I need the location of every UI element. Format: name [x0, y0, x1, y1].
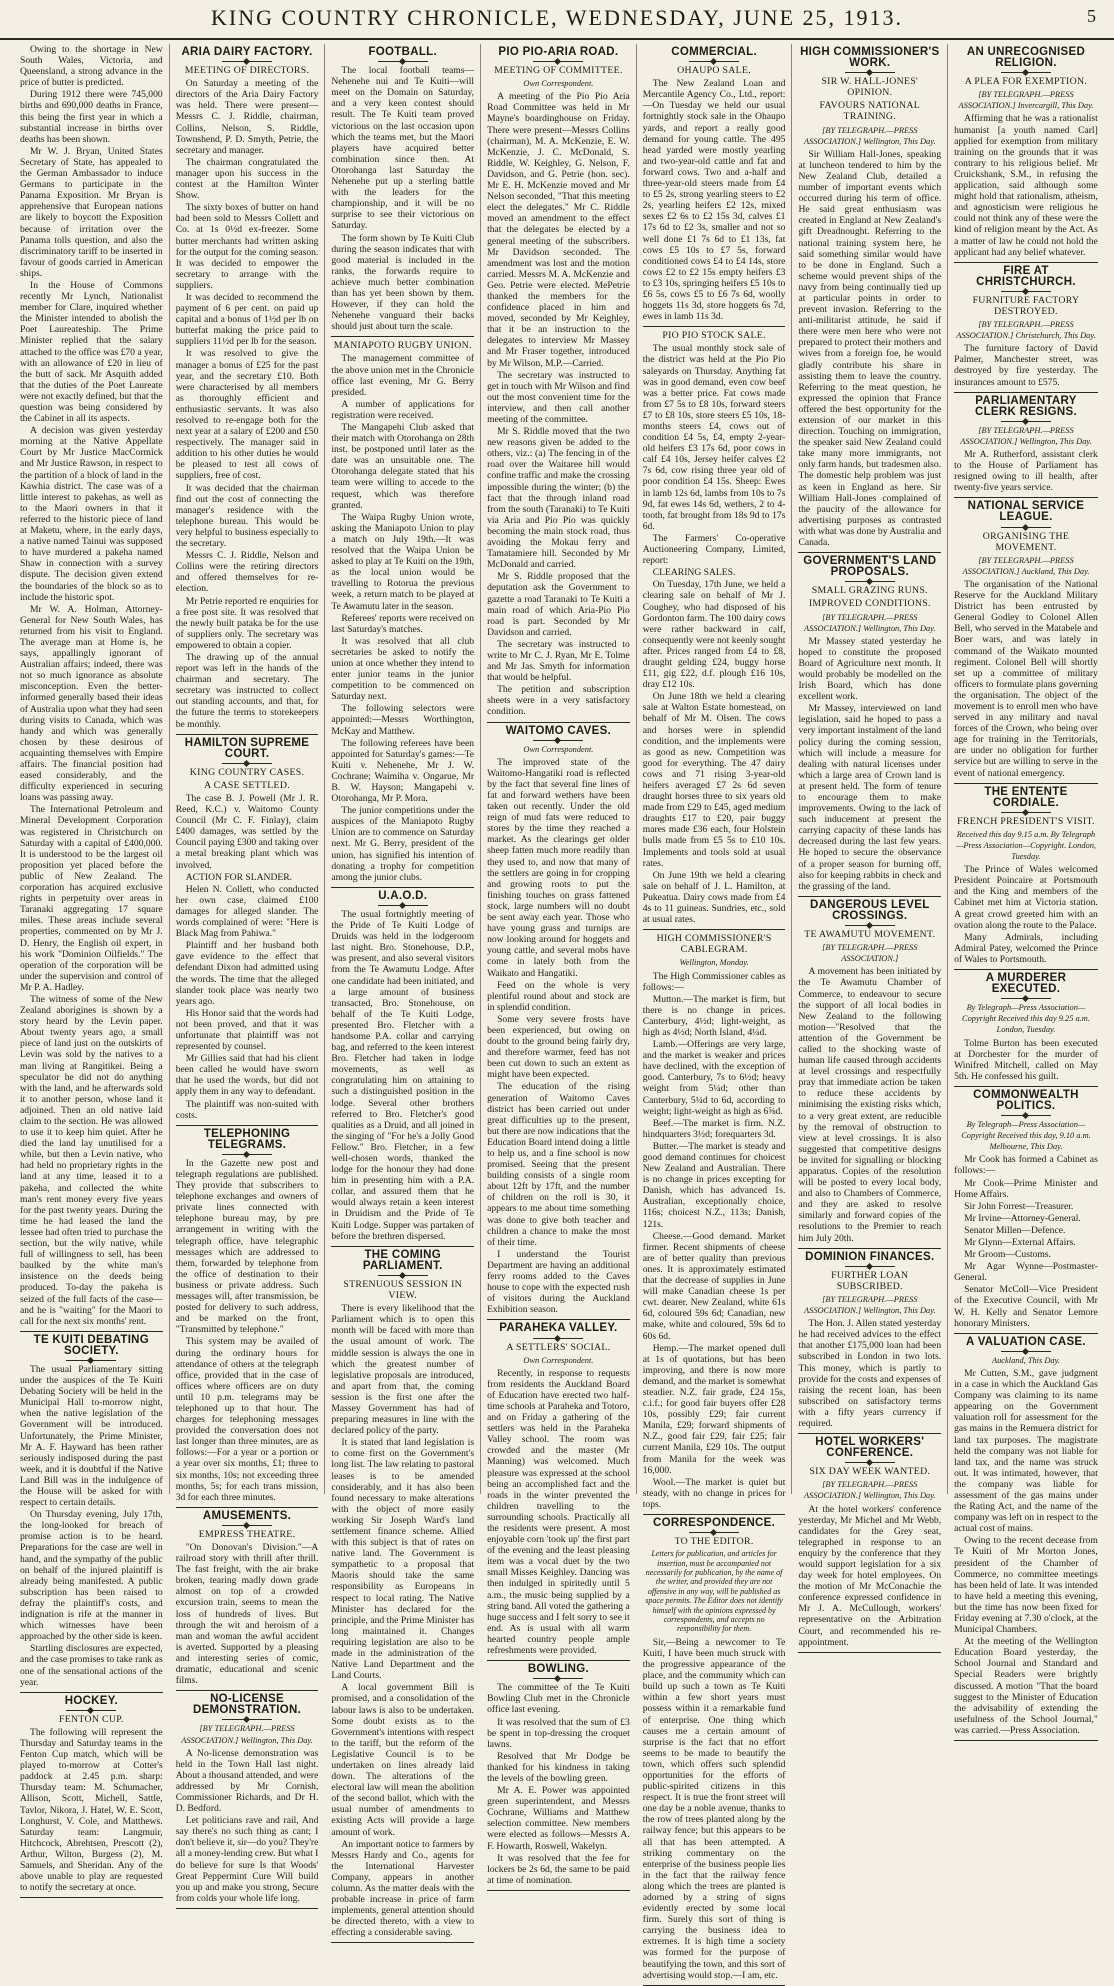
article-paragraph: Mr Agar Wynne—Postmaster-General.: [954, 1261, 1098, 1284]
article: [954, 396, 1098, 494]
article-dateline: [BY TELEGRAPH.—PRESS ASSOCIATION.] Christchurch, This Day.: [956, 320, 1096, 341]
article-paragraph: This system may be availed of during the ordinary hours for attendance of others at the telegraph office, provided that in the case of offices where officers are on duty until 10 p.m. telegrams may be telephoned up to that hour. The charges for telephoning messages provided the conversation does not last longer than three minutes, are as follows:—For a year or a portion or a year over six months, £1; three to six months, 10s; not exceeding three months, 5s; for each trans mission, 3d for each three minutes.: [175, 1336, 319, 1503]
article-heading: A MURDERER EXECUTED.: [985, 972, 1067, 996]
column-3: [325, 44, 481, 1939]
article-subheading: FENTON CUP.: [59, 1713, 124, 1725]
column-5: [637, 44, 793, 1981]
article-paragraph: On June 19th we held a clearing sale on behalf of J. L. Hamilton, at Pukeatua. Dairy cows made from £4 4s to 11 guineas. Sundries, etc., sold at usual rates.: [642, 869, 786, 926]
article-paragraph: Owing to the shortage in New South Wales, Victoria, and Queensland, a strong advance in the price of butter is predicted.: [20, 44, 163, 89]
article-paragraph: Startling disclosures are expected, and the case promises to take rank as one of the sensational actions of the year.: [20, 1643, 163, 1688]
article-heading: PARLIAMENTARY CLERK RESIGNS.: [974, 394, 1077, 418]
article-dateline: Received this day 9.15 a.m. By Telegraph—Press Association—Copyright. London, Tuesday.: [955, 829, 1096, 862]
article-heading: DOMINION FINANCES.: [805, 1250, 935, 1263]
article-paragraph: Mr Cook—Prime Minister and Home Affairs.: [954, 1177, 1098, 1200]
article-paragraph: It was resolved to give the manager a bonus of £25 for the past year, and the secretary £10. Both were characterised by all members as thoroughly efficient and enthusiastic servants. It was also resolved to re-engage both for the next year at a salary of £200 and £50 respectively. The manager said in addition to his other duties he would be pleased to test all cows of suppliers, free of cost.: [175, 348, 319, 482]
article-subheading: ORGANISING THE MOVEMENT.: [982, 530, 1070, 553]
article-separator: [954, 262, 1098, 263]
article-paragraph: The chairman congratulated the manager upon his success in the contest at the Hamilton Winter Show.: [175, 156, 319, 202]
article-subheading: STRENUOUS SESSION IN VIEW.: [343, 1278, 463, 1302]
article-subheading: TE AWAMUTU MOVEMENT.: [804, 929, 936, 941]
article-heading: ARIA DAIRY FACTORY.: [181, 46, 313, 58]
heading-rule: [1001, 527, 1051, 528]
article: [954, 973, 1098, 1082]
article-dateline: Wellington, Monday.: [679, 958, 749, 968]
article-separator: [954, 1086, 1098, 1087]
article-subheading: HIGH COMMISSIONER'S CABLEGRAM.: [656, 933, 772, 956]
article-paragraph: A local government Bill is promised, and a consolidation of the labour laws is also to be undertaken. Some doubt exists as to the Government's intentions with respect to the tariff, but the reform of the Legislative Council is to be undertaken on lines already laid down. The alterations of the electoral law will mean the abolition of the second ballot, which with the usual number of amendments to existing Acts will provide a large amount of work.: [331, 1682, 475, 1838]
article-paragraph: The secretary was instructed to get in touch with Mr Wilson and find out the most convenient time for the interview, and then call another meeting of the committee.: [487, 369, 630, 425]
article-paragraph: Mutton.—The market is firm, but there is no change in prices. Canterbury, 4½d; light-weight, as high as 4½d; North Island, 4¼d.: [642, 993, 786, 1038]
article-paragraph: The junior competitions under the auspices of the Maniapoto Rugby Union are to commence on Saturday next. Mr G. Berry, president of the union, has signified his intention of donating a trophy for competition among the junior clubs.: [331, 805, 475, 883]
article-paragraph: The usual monthly stock sale of the district was held at the Pio Pio saleyards on Thursday. Anything fat was in good demand, even cow beef was a better price. Fat cows made from £7 5s to £8 10s, forward steers £7 to £8 10s, store steers £5 10s, 18-months steers £4, cows out of condition £4 5s, £4, empty 2-year-old heifers £3 17s 6d, poor cows in calf £4 10s, Jersey heifer calves £2 7s 6d, cow rising three year old of poor condition £4 15s. Sheep: Ewes in lamb 12s 6d, lambs from 10s to 7s 9d, fat ewes 14s 6d, wethers, 2 to 4-tooth, fat brought from 18s 9d to 17s 6d.: [642, 343, 786, 532]
article-paragraph: Affirming that he was a rationalist humanist [a youth named Carl] applied for exemption from military training on the grounds that it was contrary to his religious belief. Mr Cruickshank, S.M., in refusing the application, said although some might hold that rationalism, atheism, and agnosticism were religious he could not think any of these were the kind of religion meant by the Act. As a matter of law he could not hold the applicant had any belief whatever.: [954, 113, 1098, 258]
article-paragraph: It is stated that land legislation is to come first on the Government's long list. The law relating to pastoral leases is to be amended considerably, and it has also been found necessary to make alterations with the object of more easily working Sir Joseph Ward's land settlement finance scheme. Allied with this subject is that of rates on native land. The Government is sympathetic to a proposal that Maoris should take the same responsibility as Europeans in respect to local rating. The Native Minister has declared for the principle, and the Prime Minister has long maintained it. Changes requiring legislation are also to be made in the administration of the Native Land Department and the Land Courts.: [331, 1437, 475, 1682]
article-heading: PIO PIO-ARIA ROAD.: [498, 46, 619, 58]
article-heading: TELEPHONING TELEGRAMS.: [203, 1127, 291, 1151]
article-paragraph: Beef.—The market is firm. N.Z. hindquarters 3½d; forequarters 3d.: [642, 1117, 786, 1140]
article-dateline: [BY TELEGRAPH.—PRESS ASSOCIATION.] Wellington, This Day.: [181, 1724, 313, 1745]
editor-note: Letters for publication, and articles for insertion, must be accompanied not necessarily for publication, by the name of the writer, and provided they are not offensive in any way, will be published as space permits. The Editor does not identify himself with the opinions expressed by correspondents, and accepts no responsibility for them.: [645, 1549, 783, 1634]
article-heading: A VALUATION CASE.: [966, 1335, 1086, 1348]
heading-rule: [845, 72, 895, 73]
heading-rule: [222, 61, 272, 62]
article-separator: [643, 929, 786, 930]
article-heading: U.A.O.D.: [378, 889, 428, 902]
article-paragraph: A decision was given yesterday morning at the Native Appellate Court by Mr Justice MacCormick and Mr Justice Rawson, in respect to the partition of a block of land in the Kawhia district. The case was of a little interest to pakehas, as well as to the Maori owners in that it referred to the historic piece of land at Maketu, where, in the early days, a native named Tainui was supposed to have murdered a pakeha named Shaw in connection with a survey dispute. The decision given extend the boundaries of the block so as to include the historic spot.: [20, 425, 163, 603]
article-paragraph: Plaintiff and her husband both gave evidence to the effect that defendant Dixon had admitted using the words. The time that the alleged slander took place was nearly two years ago.: [175, 940, 319, 1007]
article-dateline: [BY TELEGRAPH.—PRESS ASSOCIATION.] Invercargill, This Day.: [958, 90, 1094, 111]
article-paragraph: At the meeting of the Wellington Education Board yesterday, the School Journal and Standard and Special Readers were brightly discussed. A motion "That the board suggest to the Minister of Education the advisability of extending the usefulness of the School Journal," was carried.—Press Association.: [954, 1636, 1098, 1736]
heading-rule: [1001, 998, 1051, 999]
article-paragraph: The sixty boxes of butter on hand had been sold to Messrs Collett and Co. at 1s 0½d ex-freezer. Some butter merchants had written asking for the output for the coming season. It was decided to empower the secretary to arrange with the suppliers.: [175, 202, 319, 291]
article-paragraph: The following referees have been appointed for Saturday's games:—Te Kuiti v. Nehenehe, Mr J. W. Cochrane; Waimiha v. Ongarue, Mr B. W. Hayson; Mangapehi v. Otorohanga, Mr P. Mora.: [331, 737, 475, 805]
article-heading: GOVERNMENT'S LAND PROPOSALS.: [803, 555, 937, 579]
article-paragraph: Lamb.—Offerings are very large, and the market is weaker and prices have declined, with the exception of good. Canterbury, 7s to 6½d; heavy weight from 5¼d; other than Canterbury, 5¼d to 6d, according to weight; light-weight as high as 6⅝d.: [642, 1039, 786, 1117]
article-paragraph: CLEARING SALES.: [652, 567, 736, 579]
heading-rule: [533, 1338, 583, 1339]
article: [954, 787, 1098, 965]
heading-rule: [1001, 291, 1051, 292]
article-paragraph: The secretary was instructed to write to Mr C. J. Ryan, Mr E. Tolme and Mr Jas. Smyth for information that would be helpful.: [487, 638, 630, 684]
article-separator: [643, 1514, 786, 1515]
article-paragraph: Owing to the recent decease from Te Kuiti of Mr Morton Jones, president of the Chamber of Commerce, no committee meetings has been held of late. It was intended to have held a meeting this evening, but the time has now been fixed for Friday evening at 7.30 o'clock, at the Municipal Chambers.: [954, 1535, 1098, 1636]
article-subheading: MEETING OF DIRECTORS.: [184, 65, 310, 77]
article: [798, 556, 941, 892]
article-paragraph: It was resolved that the sum of £3 be spent in top-dressing the croquet lawns.: [487, 1716, 630, 1750]
article-subheading: IMPROVED CONDITIONS.: [808, 598, 931, 610]
article-paragraph: Messrs C. J. Riddle, Nelson and Collins were the retiring directors and offered themselves for re-election.: [175, 550, 319, 595]
article: [643, 933, 786, 1510]
article-paragraph: Sir,—Being a newcomer to Te Kuiti, I have been much struck with the progressive appearance of the place, and the community which can build up such a town as Te Kuiti within a few short years must possess within it a remarkable fund of enterprise. One thing which causes me a certain amount of surprise is the fact that no effort seems to be made to beautify the town, which offers such splendid opportunities for the efforts of public-spirited citizens in this respect. It is true the front street will one day be a noble avenue, thanks to the row of trees planted along by the railway fence; but this appears to be all that has been attempted. A striking commentary on the enterprise of the business people lies in the fact that the railway fence along which the trees are planted is adorned by a string of signs evidently erected by some local firm. Surely this sort of thing is carrying the business idea to extremes. It is high time a society was formed for the purpose of beautifying the town, and this sort of advertising would stop.—I am, etc.: [642, 1636, 786, 1981]
article-paragraph: Mr A. Rutherford, assistant clerk to the House of Parliament has resigned owing to ill health, after twenty-five years service.: [954, 449, 1098, 494]
article-paragraph: It was decided that the chairman find out the cost of connecting the manager's residence with the telephone bureau. This would be very helpful to business especially to the secretary.: [175, 482, 319, 550]
article-separator: [954, 1740, 1098, 1741]
article-separator: [954, 783, 1098, 784]
newspaper-columns: [14, 44, 1104, 1981]
heading-rule: [845, 581, 895, 582]
article-paragraph: I understand the Tourist Department are having an additional ferry rooms added to the Caves house to cope with the expected rush of visitors during the Auckland Exhibition season.: [487, 1248, 630, 1316]
article-subheading: A SETTLERS' SOCIAL.: [506, 1341, 611, 1353]
article-paragraph: Mr S. Riddle proposed that the deputation ask the Government to gazette a road Taranaki to Te Kuiti a main road of which Aria-Pio Pio road is part. Seconded by Mr Davidson and carried.: [487, 571, 630, 638]
article-paragraph: Mr Groom—Customs.: [964, 1249, 1052, 1261]
article-subheading: FURTHER LOAN SUBSCRIBED.: [831, 1269, 909, 1292]
article-dateline: By Telegraph—Press Association—Copyright Received this day, 9.10 a.m. Melbourne, This Day.: [961, 1120, 1091, 1152]
article-subheading: FAVOURS NATIONAL TRAINING.: [819, 100, 921, 123]
article-paragraph: The improved state of the Waitomo-Hangatiki road is reflected by the fact that several fine lines of fat and forward wethers have been taken out recently. Under the old reign of mud fats were reduced to stores by the time they reached a market. As the clearings get older sheep fatten much more readily than they used to, and now that many of the settlers are going in for cropping and growing roots to put the finishing touches on grass fattened stock, large numbers will no doubt be sent away each year. Those who have young grass and turnips are now looking around for hoggets and young cattle, and several mobs have come in lately both from the Waikato and Hangatiki.: [487, 756, 630, 979]
article: [20, 44, 163, 1327]
article-separator: [487, 1660, 630, 1661]
article: [954, 266, 1098, 388]
article-paragraph: Senator McColl—Vice President of the Executive Council, with Mr W. H. Kelly and Senator Lemore honorary Ministers.: [954, 1284, 1098, 1329]
article-paragraph: The New Zealand Loan and Mercantile Agency Co., Ltd., report:—On Tuesday we held our usual fortnightly stock sale in the Ohaupo yards, and report a really good demand for young cattle. The 495 head yarded were mostly yearling and two-year-old cattle and fat and forward cows. Two and a-half and three-year-old steers made from £4 to £5 2s, strong yearling steers to £2 2s, yearling heifers £2 12s, mixed sexes £2 6s to £2 15s 3d, calves £1 17s 6d to £2 3s, smaller and not so well done £1 7s 6d to £1 13s, fat cows £5 10s to £7 5s, forward conditioned cows £4 to £4 14s, store cows £2 to £2 15s empty heifers £3 to £3 10s, springing heifers £5 10s to £6 5s, cows £5 to £6 7s 6d, woolly hoggets 11s 3d, store hoggets 6s 7d, ewes in lamb 11s 3d.: [642, 78, 786, 323]
article: [331, 340, 474, 883]
article-paragraph: Mr S. Riddle moved that the two new reasons given be added to the others, viz.: (a) The fencing in of the road over the Waitaree hill would confine traffic and make the crossing impossible during the winter; (b) the fact that the through inland road from the south (Taranaki) to Te Kuiti via Aria and Pio Pio was quickly becoming the main stock road, thus avoiding the Mokau ferry and Tamatamiere hill. Seconded by Mr McDonald and carried.: [487, 426, 630, 571]
article-paragraph: Mr Glynn—External Affairs.: [964, 1237, 1076, 1248]
article-paragraph: The following selectors were appointed:—Messrs Worthington, McKay and Matthew.: [331, 703, 475, 737]
article-separator: [20, 1692, 163, 1693]
heading-rule: [66, 1360, 116, 1361]
article-paragraph: Helen N. Collett, who conducted her own case, claimed £100 damages for alleged slander. The words complained of were: "Here is Black Mag from Pahiwa.": [175, 883, 319, 940]
article-separator: [798, 896, 941, 897]
article-paragraph: At the hotel workers' conference yesterday, Mr Michel and Mr Webb, candidates for the Grey seat, telegraphed in response to an enquiry by the conference that they would support legislation for a six day week for hotel employees. On the motion of Mr McConachie the conference expressed confidence in Mr J. A. McCullough, workers' representative on the Arbitration Court, and recommended his re-appointment.: [798, 1503, 942, 1648]
article-heading: TE KUITI DEBATING SOCIETY.: [33, 1333, 150, 1357]
heading-rule: [1001, 421, 1051, 422]
article: [954, 1337, 1098, 1736]
article-separator: [176, 1908, 319, 1909]
article: [331, 1250, 474, 1939]
article-paragraph: The International Petroleum and Mineral Development Corporation was registered in Christchurch on Saturday with a capital of £400,000. It is understood to be the largest oil proposition yet placed before the public of New Zealand. The corporation has acquired exclusive rights in perpetuity over areas in Taranaki aggregating 17 square miles. These areas include several properties, commented on by Mr J. D. Henry, the English oil expert, in his work "Dominion Oilfields." The operation of the corporation will be under the supervision and control of Mr P. A. Hadley.: [20, 804, 163, 993]
article-subheading: MANIAPOTO RUGBY UNION.: [333, 340, 472, 352]
heading-rule: [378, 905, 428, 906]
article-subheading: FURNITURE FACTORY DESTROYED.: [972, 294, 1080, 317]
article-paragraph: Recently, in response to requests from residents the Auckland Board of Education have erected two half-time schools at Paraheka and Totoro, and on Friday a gathering of the settlers was held in the Paraheka Valley school. The room was crowded and the master (Mr Manning) was welcomed. Much pleasure was expressed at the school being an accomplished fact and the roads in the winter prevented the children travelling to the surrounding schools. Practically all the residents were present. A most enjoyable corn 'took up' the first part of the evening and the least pleasing item was a vocal duet by the two small Misses Keighley. Dancing was then indulged in spiritedly until 5 a.m., the music being supplied by a string band. All voted the gathering a huge success and I felt sorry to see it end. As is usual with all warm hearted country people ample refreshments were provided.: [487, 1367, 630, 1657]
column-7: [948, 44, 1104, 1736]
article-dateline: [BY TELEGRAPH.—PRESS ASSOCIATION.] Wellington, This Day.: [804, 125, 936, 146]
article-paragraph: It was resolved that the fee for lockers be 2s 6d, the same to be paid at time of nomination.: [487, 1852, 630, 1886]
article-paragraph: A No-license demonstration was held in the Town Hall last night. About a thousand attended, and were addressed by Mr Cornish, Commissioner Richards, and Dr H. D. Bedford.: [175, 1747, 319, 1815]
heading-rule: [378, 61, 428, 62]
article: [176, 47, 319, 730]
column-1: [14, 44, 170, 1894]
article-heading: PARAHEKA VALLEY.: [499, 1322, 618, 1335]
article-heading: AMUSEMENTS.: [202, 1509, 292, 1522]
article-paragraph: Mr W. A. Holman, Attorney-General for New South Wales, has returned from his visit to England. The average man at Home is, he says, appallingly ignorant of Australian affairs; indeed, there was not so much ignorance as absolute misconception. Even the better-informed generally based their ideas of Australia upon what they had seen during visits to Canada, which was handy and which was generally chosen by these desirous of acquainting themselves with Empire affairs. The financial position had eased considerably, and the difficulty experienced in securing loans was passing away.: [20, 603, 163, 804]
article-separator: [331, 1246, 474, 1247]
heading-rule: [222, 1719, 272, 1720]
heading-rule: [533, 1678, 583, 1679]
article: [643, 1518, 786, 1981]
article-subheading: A CASE SETTLED.: [204, 779, 290, 791]
article-paragraph: The Mangapehi Club asked that their match with Otorohanga on 28th inst. be postponed until later as the date was an unsuitable one. The Otorohanga delegate stated that his team were willing to accede to the request, which was therefore granted.: [331, 422, 475, 511]
article-paragraph: Many Admirals, including Admiral Patey, welcomed the Prince of Wales to Portsmouth.: [954, 931, 1098, 965]
article-paragraph: On Tuesday, 17th June, we held a clearing sale on behalf of Mr J. Coughey, who had disposed of his Gordonton farm. The 100 dairy cows were rather backward in calf, consequently were not keenly sought after. Prices ranged from £4 to £8, draught gelding £24, buggy horse £11, gig £22, d.f. plough £16 10s, dray £12 10s.: [642, 579, 786, 691]
article-heading: HIGH COMMISSIONER'S WORK.: [800, 46, 940, 70]
article-subheading: KING COUNTRY CASES.: [189, 766, 305, 778]
article-separator: [954, 1333, 1098, 1334]
article-dateline: [BY TELEGRAPH.—PRESS ASSOCIATION.] Auckland, This Day.: [962, 555, 1090, 576]
article-dateline: [BY TELEGRAPH.—PRESS ASSOCIATION.]: [822, 943, 918, 964]
article-separator: [487, 1319, 630, 1320]
article-paragraph: Mr Petrie reported re enquiries for a free post site. It was resolved that the newly built pataka be for the use of suppliers only. The secretary was empowered to obtain a copier.: [175, 595, 319, 651]
article-heading: BOWLING.: [527, 1663, 589, 1676]
article-paragraph: Butter.—The market is steady and good demand continues for choicest New Zealand and Australian. There is no change in prices excepting for Danish, which has advanced 1s. Australian, exceptionally choice, 116s; choicest N.Z., 113s; Danish, 121s.: [642, 1140, 786, 1230]
column-2: [170, 44, 326, 1904]
heading-rule: [689, 61, 739, 62]
article-subheading: TO THE EDITOR.: [674, 1536, 754, 1548]
heading-rule: [533, 61, 583, 62]
article-subheading: MEETING OF COMMITTEE.: [494, 65, 623, 77]
article-separator: [331, 336, 474, 337]
article-paragraph: Tolme Burton has been executed at Dorchester for the murder of Winifred Mitchell, called on May 5th. He confessed his guilt.: [954, 1037, 1098, 1082]
article-paragraph: Mr Cutten, S.M., gave judgment in a case in which the Auckland Gas Company was claiming to its name appearing on the Government valuation roll for assessment for the gas mains in the Remuera district for land tax purposes. The magistrate held the company was not liable for land tax, and the name was struck out. It was intimated, however, that the company was liable for assessment of the gas mains under the Rating Act, and the name of the company was left on in respect to the actual cost of mains.: [954, 1367, 1098, 1535]
article-paragraph: ACTION FOR SLANDER.: [185, 871, 293, 883]
article-subheading: A PLEA FOR EXEMPTION.: [964, 76, 1088, 88]
article-dateline: Own Correspondent.: [523, 79, 594, 89]
article-paragraph: The Waipa Rugby Union wrote, asking the Maniapoto Union to play a match on July 19th.—It was resolved that the Waipa Union be asked to play at Te Kuiti on the 19th, as the local union would be travelling to Rotorua the previous week, a return match to be played at Te Awamutu later in the season.: [331, 511, 475, 612]
article-paragraph: The Hon. J. Allen stated yesterday he had received advices to the effect that another £175,000 loan had been subscribed in London in two lots. This money, which is partly to provide for the costs and expenses of raising the recent loan, has been subscribed on satisfactory terms with a fifty years currency if required.: [798, 1318, 942, 1429]
article-heading: THE ENTENTE CORDIALE.: [984, 785, 1068, 809]
article: [643, 330, 786, 925]
article: [798, 1252, 941, 1429]
article-separator: [176, 734, 319, 735]
article-paragraph: Referees' reports were received on last Saturday's matches.: [331, 612, 475, 635]
article: [954, 501, 1098, 778]
article-subheading: OHAUPO SALE.: [677, 65, 751, 77]
article-heading: AN UNRECOGNISED RELIGION.: [966, 46, 1086, 70]
article-separator: [176, 1507, 319, 1508]
article: [20, 1696, 163, 1894]
article-paragraph: Mr Massey stated yesterday he hoped to constitute the proposed Board of Agriculture next month. It would probably be modelled on the Irish Board, which has done excellent work.: [798, 635, 942, 703]
newspaper-title: KING COUNTRY CHRONICLE, WEDNESDAY, JUNE 25, 1913.: [210, 5, 904, 30]
article-heading: NATIONAL SERVICE LEAGUE.: [967, 500, 1085, 524]
article-paragraph: During 1912 there were 745,000 births and 690,000 deaths in France, this being the first year in which a substantial increase in births over deaths has been shown.: [20, 89, 163, 145]
article-separator: [20, 1331, 163, 1332]
article-separator: [798, 1652, 941, 1653]
article-heading: THE COMING PARLIAMENT.: [362, 1248, 443, 1272]
article-dateline: [BY TELEGRAPH.—PRESS ASSOCIATION.] Wellington, This Day.: [804, 1294, 936, 1316]
article-separator: [798, 1433, 941, 1434]
article: [331, 47, 474, 332]
article: [331, 891, 474, 1242]
article-separator: [954, 497, 1098, 498]
heading-rule: [222, 763, 272, 764]
article-paragraph: Mr Massey, interviewed on land legislation, said he hoped to pass a very important instalment of the land policy during the coming session, which will include a measure for dealing with natural licenses under which a large area of Crown land is at present held. The form of tenure to encourage them to make improvements. Owing to the lack of such inducement at present the carrying capacity of these lands has decreased during the last few years. He hoped to secure the observance of a proper season for burning off, also for keeping rabbits in check and the grassing of the land.: [798, 703, 942, 892]
article-paragraph: Sir John Forrest—Treasurer.: [964, 1200, 1074, 1212]
article-paragraph: On Thursday evening, July 17th, the long-looked for breach of promise action is to be heard. Preparations for the case are well in hand, and the sympathy of the public on behalf of the injured plaintiff is already being manifested. A public subscription has been raised to defray the plaintiff's costs, and indignation is rife at the manner in which witnesses have been approached by the other side is keen.: [20, 1509, 163, 1643]
article-separator: [176, 1690, 319, 1691]
article-heading: HOTEL WORKERS' CONFERENCE.: [815, 1436, 925, 1460]
heading-rule: [66, 1710, 116, 1711]
column-4: [481, 44, 637, 1886]
article-subheading: SMALL GRAZING RUNS.: [811, 585, 928, 597]
article-paragraph: Mr Cook has formed a Cabinet as follows:—: [954, 1154, 1098, 1177]
article-subheading: SIR W. HALL-JONES' OPINION.: [821, 76, 919, 99]
article-subheading: FRENCH PRESIDENT'S VISIT.: [957, 815, 1095, 827]
heading-rule: [222, 1154, 272, 1155]
article-paragraph: Senator Millen—Defence.: [964, 1224, 1066, 1236]
article-heading: HOCKEY.: [64, 1694, 118, 1707]
article: [798, 1437, 941, 1648]
article-paragraph: On Saturday a meeting of the directors of the Aria Dairy Factory was held. There were present—Messrs C. J. Riddle, chairman, Collins, Nelson, S. Riddle, Townshend, P. D. Smyth, Petrie, the secretary and manager.: [175, 78, 319, 156]
article-heading: HAMILTON SUPREME COURT.: [184, 736, 310, 760]
article-heading: FIRE AT CHRISTCHURCH.: [976, 264, 1076, 288]
article-paragraph: The Farmers' Co-operative Auctioneering Company, Limited, report:: [642, 532, 786, 567]
article-paragraph: In the Gazette new post and telegraph regulations are published. They provide that subscribers to telephone exchanges and owners of private lines connected with telephone bureau may, by pre arrangement in writing with the telegraph office, have telegraphic messages which are addressed to them, forwarded by telephone from the office of destination to their business or private address. Such messages will, after transmission, be posted for delivery to such address, and be marked on the front, "Transmitted by telephone.": [175, 1157, 319, 1336]
article-separator: [176, 1125, 319, 1126]
heading-rule: [1001, 812, 1051, 813]
article-separator: [798, 1248, 941, 1249]
heading-rule: [1001, 1115, 1051, 1116]
article-paragraph: It was resolved that all club secretaries be asked to notify the union at once whether they intend to enter junior teams in the junior competition to be commenced on Saturday next.: [331, 635, 475, 703]
article-paragraph: The petition and subscription sheets were in a very satisfactory condition.: [487, 684, 630, 718]
article-paragraph: Cheese.—Good demand. Market firmer. Recent shipments of cheese are of better quality than previous ones. It is approximately estimated that the decrease of supplies in June will make Canadian cheese 1s per cwt. dearer. New Zealand, white 61s 6d, coloured 59s 6d; Canadian, new make, white and coloured, 59s 6d to 60s 6d.: [642, 1230, 786, 1342]
article: [20, 1335, 163, 1688]
article-paragraph: The Prince of Wales welcomed President Poincaire at Portsmouth and the King and members of the Cabinet met him at Victoria station. A great crowd greeted him with an ovation along the route to the Palace.: [954, 864, 1098, 931]
article-dateline: Auckland, This Day.: [992, 1355, 1060, 1365]
article-paragraph: A number of applications for registration were received.: [331, 398, 475, 421]
article-paragraph: The furniture factory of David Palmer, Manchester street, was destroyed by fire yesterday. The insurances amount to £575.: [954, 343, 1098, 388]
masthead: [0, 0, 1114, 40]
article-paragraph: The management committee of the above union met in the Chronicle office last evening, Mr G. Berry presided.: [331, 353, 475, 398]
article-paragraph: The organisation of the National Reserve for the Auckland Military District has been entrusted by General Godley to Colonel Allen Bell, who served in the Matabele and Boer wars, and was lately in command of the Waikato mounted regiment. Colonel Bell will shortly set up a committee of military officers to formulate plans governing the organisation. The object of the movement is to enroll men who have served in any military and naval forces of the Crown, who being over age for training in the Territorials, are under no obligation for further service but are willing to serve in the event of national emergency.: [954, 578, 1098, 779]
article-heading: NO-LICENSE DEMONSTRATION.: [192, 1693, 302, 1717]
heading-rule: [845, 925, 895, 926]
article-paragraph: The education of the rising generation of Waitomo Caves district has been carried out under great difficulties up to the present, but there are now indications that the Education Board intend doing a little to help us, and a fine school is now promised. Seeing that the present building consists of a single room about 12ft by 17ft, and the number of children on the roll is 30, it appears to me about time something was done to give both teacher and children a chance to make the most of their time.: [487, 1081, 630, 1248]
article-paragraph: Let politicians rave and rail, And say there's no such thing as cant; I don't believe it, sir—do you? They're all a money-lending crew. But what I do believe for sure Is that Woods' Great Peppermint Cure Will build you up and make you strong, Secure from colds your whole life long.: [175, 1815, 319, 1904]
article-paragraph: The plaintiff was non-suited with costs.: [175, 1098, 319, 1121]
article: [176, 1129, 319, 1503]
article-dateline: [BY TELEGRAPH.—PRESS ASSOCIATION.] Wellington, This Day.: [804, 1480, 936, 1501]
article: [643, 47, 786, 322]
article-separator: [331, 887, 474, 888]
article-dateline: Own Correspondent.: [523, 1355, 594, 1365]
article: [176, 738, 319, 1121]
article-separator: [643, 326, 786, 327]
article: [487, 47, 630, 718]
article-separator: [798, 552, 941, 553]
article-paragraph: Mr A. E. Power was appointed green superintendent, and Messrs Cochrane, Williams and Matthew selection committee. New members were elected as follows—Messrs A. F. Howarth, Roswell, Wakelyn.: [487, 1785, 630, 1852]
article-heading: CORRESPONDENCE.: [653, 1517, 776, 1529]
article-paragraph: The High Commissioner cables as follows:—: [642, 970, 786, 993]
article-paragraph: In the House of Commons recently Mr Lynch, Nationalist member for Clare, inquired whether the Minister intended to abolish the Poet Laureateship. The Prime Minister replied that the salary attached to the office was £70 a year, with an allowance of £20 in lieu of the butt of sack. Mr Asquith added that the duties of the Poet Laureate were not exactly defined, but that the question was being considered by the Cabinet in all its aspects.: [20, 279, 163, 425]
article-separator: [20, 1897, 163, 1898]
article-heading: WAITOMO CAVES.: [505, 724, 612, 737]
article-paragraph: A meeting of the Pio Pio Aria Road Committee was held in Mr Mayne's boardinghouse on Friday. There were present—Messrs Collins (chairman), M. A. McKenzie, E. W. McKenzie, J. C. McDonald, S. Riddle, W. Keighley, G. Nelson, F. Davidson, and G. Petrie (hon. sec). Mr E. H. McKenzie moved and Mr Nelson seconded, "That this meeting elect the delegates." Mr C. Riddle moved an amendment to the effect that the delegates be elected by a general meeting of the subscribers. Mr Davidson seconded. The amendment was lost and the motion carried. Messrs M. A. McKenzie and Geo. Petrie were elected. MePetrie thanked the members for the confidence placed in him and moved, seconded by Mr Keighley, that it be an instruction to the delegates to interview Mr Massey and Mr Fraser together, introduced by Mr Wilson, M.P.—Carried.: [487, 91, 630, 369]
article-paragraph: Some very severe frosts have been experienced, but owing on doubt to the ground being fairly dry, and therefore warmer, feed has not been cut down to such an extent as might have been expected.: [487, 1013, 630, 1081]
article-separator: [954, 392, 1098, 393]
article-heading: FOOTBALL.: [368, 46, 437, 58]
article-paragraph: The form shown by Te Kuiti Club during the season indicates that with good material is included in the ranks, the forwards require to achieve much better combination than has yet been shown by them. However, if they can hold the Nehenehe vanguard their backs should just about turn the scale.: [331, 232, 475, 333]
article-paragraph: Resolved that Mr Dodge be thanked for his kindness in taking the levels of the bowling green.: [487, 1750, 630, 1784]
heading-rule: [222, 1525, 272, 1526]
heading-rule: [845, 1266, 895, 1267]
article-paragraph: His Honor said that the words had not been proved, and that it was unfortunate that plaintiff was not represented by counsel.: [175, 1007, 319, 1053]
article-paragraph: Hemp.—The market opened dull at 1s of quotations, but has been improving, and there is now more demand, and the market is somewhat steadier. N.Z. fair grade, £24 15s, c.i.f.; for good fair buyers offer £28 10s, possibly £29; fair current Manila, £29; forward shipments of N.Z., good fair £29, fair £25; fair current Manila, £29 10s. The output from Manila for the week was 16,000.: [642, 1342, 786, 1476]
article-separator: [954, 969, 1098, 970]
article-paragraph: Mr W. J. Bryan, United States Secretary of State, has appealed to the German Ambassador to induce Germans to participate in the Panama Exposition. Mr Bryan is apprehensive that European nations are likely to boycott the Exposition because of irritation over the Panama tolls question, and also the discriminatory tariff to be inserted in favour of goods carried in American ships.: [20, 145, 163, 279]
article-subheading: PIO PIO STOCK SALE.: [662, 330, 766, 342]
article: [954, 1090, 1098, 1329]
article-paragraph: A movement has been initiated by the Te Awamutu Chamber of Commerce, to endeavour to secure the support of all local bodies in New Zealand to the following motion—"Resolved that the attention of the Government be called to the shocking waste of human life caused through accidents at level crossings and respectfully pray that immediate action be taken to reduce these accidents by minimising the existing risks which, to a very great extent, are reducible by the removal of obstruction to view at level crossings. It is also suggested that competitive designs be invited for signalling or blocking apparatus. Copies of the resolution will be posted to every local body, and also to Chambers of Commerce, and they are asked to resolve similarly and forward copies of the resolutions to the Premier to reach him July 20th.: [798, 966, 942, 1244]
article-paragraph: "On Donovan's Division."—A railroad story with thrill after thrill. The fast freight, with the air brake broken, tearing madly down grade almost on top of a crowded excursion train, seems to mean the loss of hundreds of lives. But through the wit and heroism of a man and woman the awful accident is averted. Supported by a pleasing and interesting series of comic, dramatic, educational and scenic films.: [175, 1542, 319, 1687]
article-dateline: Own Correspondent.: [523, 744, 594, 754]
article: [798, 47, 941, 548]
article-paragraph: There is every likelihood that the Parliament which is to open this month will be faced with more than the usual amount of work. The middle session is always the one in which the greatest number of legislative proposals are introduced, and apart from that, the coming session is the first one after the Massey Government has had of preparing measures in line with the declared policy of the party.: [331, 1303, 475, 1437]
article-paragraph: The committee of the Te Kuiti Bowling Club met in the Chronicle office last evening.: [487, 1682, 630, 1716]
article-paragraph: Mr Gillies said that had his client been called he would have sworn that he used the words, but did not apply them in any way to defendant.: [175, 1053, 319, 1098]
article-paragraph: Wool.—The market is quiet but steady, with no change in prices for tops.: [642, 1476, 786, 1510]
article: [954, 47, 1098, 258]
article-paragraph: The local football teams—Nehenehe nui and Te Kuiti—will meet on the Domain on Saturday, and a very keen contest should result. The Te Kuiti team proved victorious on the last occasion upon which the teams met, but the Maori players have acquired better combination since then. At Otorohanga last Saturday the Nehenehe put up a sterling battle with the leaders for the championship, and it will be no surprise to see their victorious on Saturday.: [331, 65, 475, 232]
article-heading: COMMONWEALTH POLITICS.: [973, 1088, 1079, 1112]
article: [176, 1694, 319, 1904]
article-heading: COMMERCIAL.: [671, 46, 757, 58]
article-paragraph: The following will represent the Thursday and Saturday teams in the Fenton Cup match, which will be played to-morrow at Cotter's paddock at 2.45 p.m. sharp: Thursday team: M. Schumacher, Allison, Scott, Michell, Sattle, Tavlor, Nikora, J. Hatel, W. E. Scott, Longhurst, V. Cole, and Matthews. Saturday team: Langmuir, Hitchcock, Abrehtsen, Prescott (2), Arthur, Wilton, Burgess (2), M. Samuels, and Sheridan. Any of the above unable to play are requested to notify the secretary at once.: [20, 1726, 163, 1894]
article-paragraph: It was decided to recommend the payment of 6 per cent. on paid up capital and a bonus of 1½d per lb on butterfat making the price paid to suppliers 11½d per lb for the season.: [175, 291, 319, 348]
article-paragraph: The usual fortnightly meeting of the Pride of Te Kuiti Lodge of Druids was held in the lodgeroom last night. Bro. Stonehouse, D.P., was present, and also several visitors from the Te Awamutu Lodge. After one candidate had been initiated, and a large amount of business transacted, Bro. Stonehouse, on behalf of the Te Kuiti Lodge, presented Bro. Fletcher with a handsome P.A. collar and carrying bag, and referred to the keen interest Bro. Fletcher had taken in lodge movements, as well as congratulating him on attaining to such a distinguished position in the lodge. Several other brothers referred to Bro. Fletcher's good qualities as a Druid, and all joined in the singing of "For he's a Jolly Good Fellow." Bro. Fletcher, in a few well-chosen words, thanked the lodge for the honour they had done him in presenting him with a P.A. collar, and assured them that he would always retain a keen interest in Druidism and the Pride of Te Kuiti Lodge. Supper was partaken of before the brethren dispersed.: [331, 908, 475, 1242]
article-dateline: [BY TELEGRAPH.—PRESS ASSOCIATION.] Wellington, This Day.: [960, 425, 1092, 446]
article-paragraph: An important notice to farmers by Messrs Hardy and Co., agents for the International Harvester Company, appears in another column. As the matter deals with the probable increase in price of farm implements, general attention should be directed thereto, with a view to effecting a considerable saving.: [331, 1838, 475, 1939]
heading-rule: [378, 1275, 428, 1276]
heading-rule: [1001, 1351, 1051, 1352]
article-paragraph: The case B. J. Powell (Mr J. R. Reed, K.C.) v. Waitomo County Council (Mr C. F. Finlay), claim £400 damages, was settled by the Council paying £300 and taking over a metal breaking plant which was involved.: [175, 793, 319, 871]
heading-rule: [533, 740, 583, 741]
article-dateline: By Telegraph—Press Association—Copyright Received this day 9.25 a.m. London, Tuesday.: [962, 1003, 1090, 1035]
article-separator: [487, 722, 630, 723]
article: [176, 1511, 319, 1686]
page-number: 5: [1087, 6, 1096, 26]
article-subheading: SIX DAY WEEK WANTED.: [809, 1466, 931, 1478]
article-paragraph: The witness of some of the New Zealand aborigines is shown by a story heard by the Levin paper. About twenty years ago, a small piece of land just on the outskirts of Levin was sold by the natives to a man living at Rangitikei. Being a speculator he did not do anything with the land, and he afterwards sold it to another person, whose land it adjoined. Then an old native laid claim to the section. He was allowed to use it to keep him quiet. After he died the land lay unutilised for a while, but then a Levin native, who had held no proprietary rights in the land at any time, leased it to a pakeha, and collected the white man's rent money every five years for the past twenty years. During the time he had leased the land the lessee had often tried to purchase the section, but the wily native, while full of willingness to sell, has been baulked by the white man's insistence on the deeds being produced. To-day the pakeha is seized of the full facts of the case—and he is "waiting" for the Maori to call for the next six months' rent.: [20, 993, 163, 1327]
article: [487, 1664, 630, 1886]
article-paragraph: The usual Parliamentary sitting under the auspices of the Te Kuiti Debating Society will be held in the Municipal Hall to-morrow night, when the native legislation of the Government will be introduced. Unfortunately, the Prime Minister, Mr A. F. Hayward has been rather seriously indisposed during the past week, and it is doubtful if the Native Land Bill was in the indulgence of the House will be asked for with respect to certain details.: [20, 1363, 163, 1509]
article-subheading: EMPRESS THEATRE.: [198, 1528, 296, 1540]
article: [487, 726, 630, 1316]
article-separator: [331, 1942, 474, 1943]
article-paragraph: Sir William Hall-Jones, speaking at luncheon tendered to him by the New Zealand Club, detailed a number of important events which occurred during his term of office. He said great enthusiasm was created in England at New Zealand's gift Dreadnought. Referring to the national training system here, he said something similar would have to be done in England. Such a scheme would prevent ships of the navy from being continually tied up at particular points in order to prevent invasion. Referring to the anti-militarist attitude, he said if there were men here who were not prepared to protect their mothers and wives from a foreign foe, he would gladly contribute his share in assisting them to leave the country. Referring to the meat question, he expressed the opinion that France offered the best opportunity for the extension of our market in this direction. Touching on immigration, the speaker said New Zealand could take many more immigrants, not only farm hands, but tradesmen also. The domestic help problem was just as keen in England as here. Sir William Hall-Jones complained of the paucity of the allowance for advertising purposes as contrasted with what was done by Australia and Canada.: [798, 148, 942, 549]
heading-rule: [689, 1532, 739, 1533]
article-paragraph: Feed on the whole is very plentiful round about and stock are in splendid condition.: [487, 979, 630, 1013]
article-paragraph: On June 18th we held a clearing sale at Walton Estate homestead, on behalf of Mr M. Olsen. The cows and horses were in splendid condition, and the implements were as good as new. Competition was good for everything. The 47 dairy cows and 71 rising 3-year-old heifers averaged £7 2s 6d seven draught horses three to six years old made from £29 to £45, aged medium draughts £17 to £20, pair buggy mares made £36 each, four Holstein bulls made from £5 5s to £10 10s. Implements and tools sold at usual rates.: [642, 691, 786, 869]
heading-rule: [1001, 72, 1051, 73]
article-heading: DANGEROUS LEVEL CROSSINGS.: [810, 898, 930, 922]
article: [487, 1323, 630, 1656]
heading-rule: [845, 1462, 895, 1463]
article-paragraph: Mr Irvine—Attorney-General.: [964, 1212, 1081, 1224]
article-dateline: [BY TELEGRAPH.—PRESS ASSOCIATION.] Wellington, This Day.: [804, 612, 936, 633]
article: [798, 900, 941, 1244]
article-separator: [487, 1890, 630, 1891]
column-6: [792, 44, 948, 1648]
article-paragraph: The drawing up of the annual report was left in the hands of the chairman and secretary. The secretary was instructed to collect out standing accounts, and that, for the future the terms to storekeepers be monthly.: [175, 651, 319, 730]
